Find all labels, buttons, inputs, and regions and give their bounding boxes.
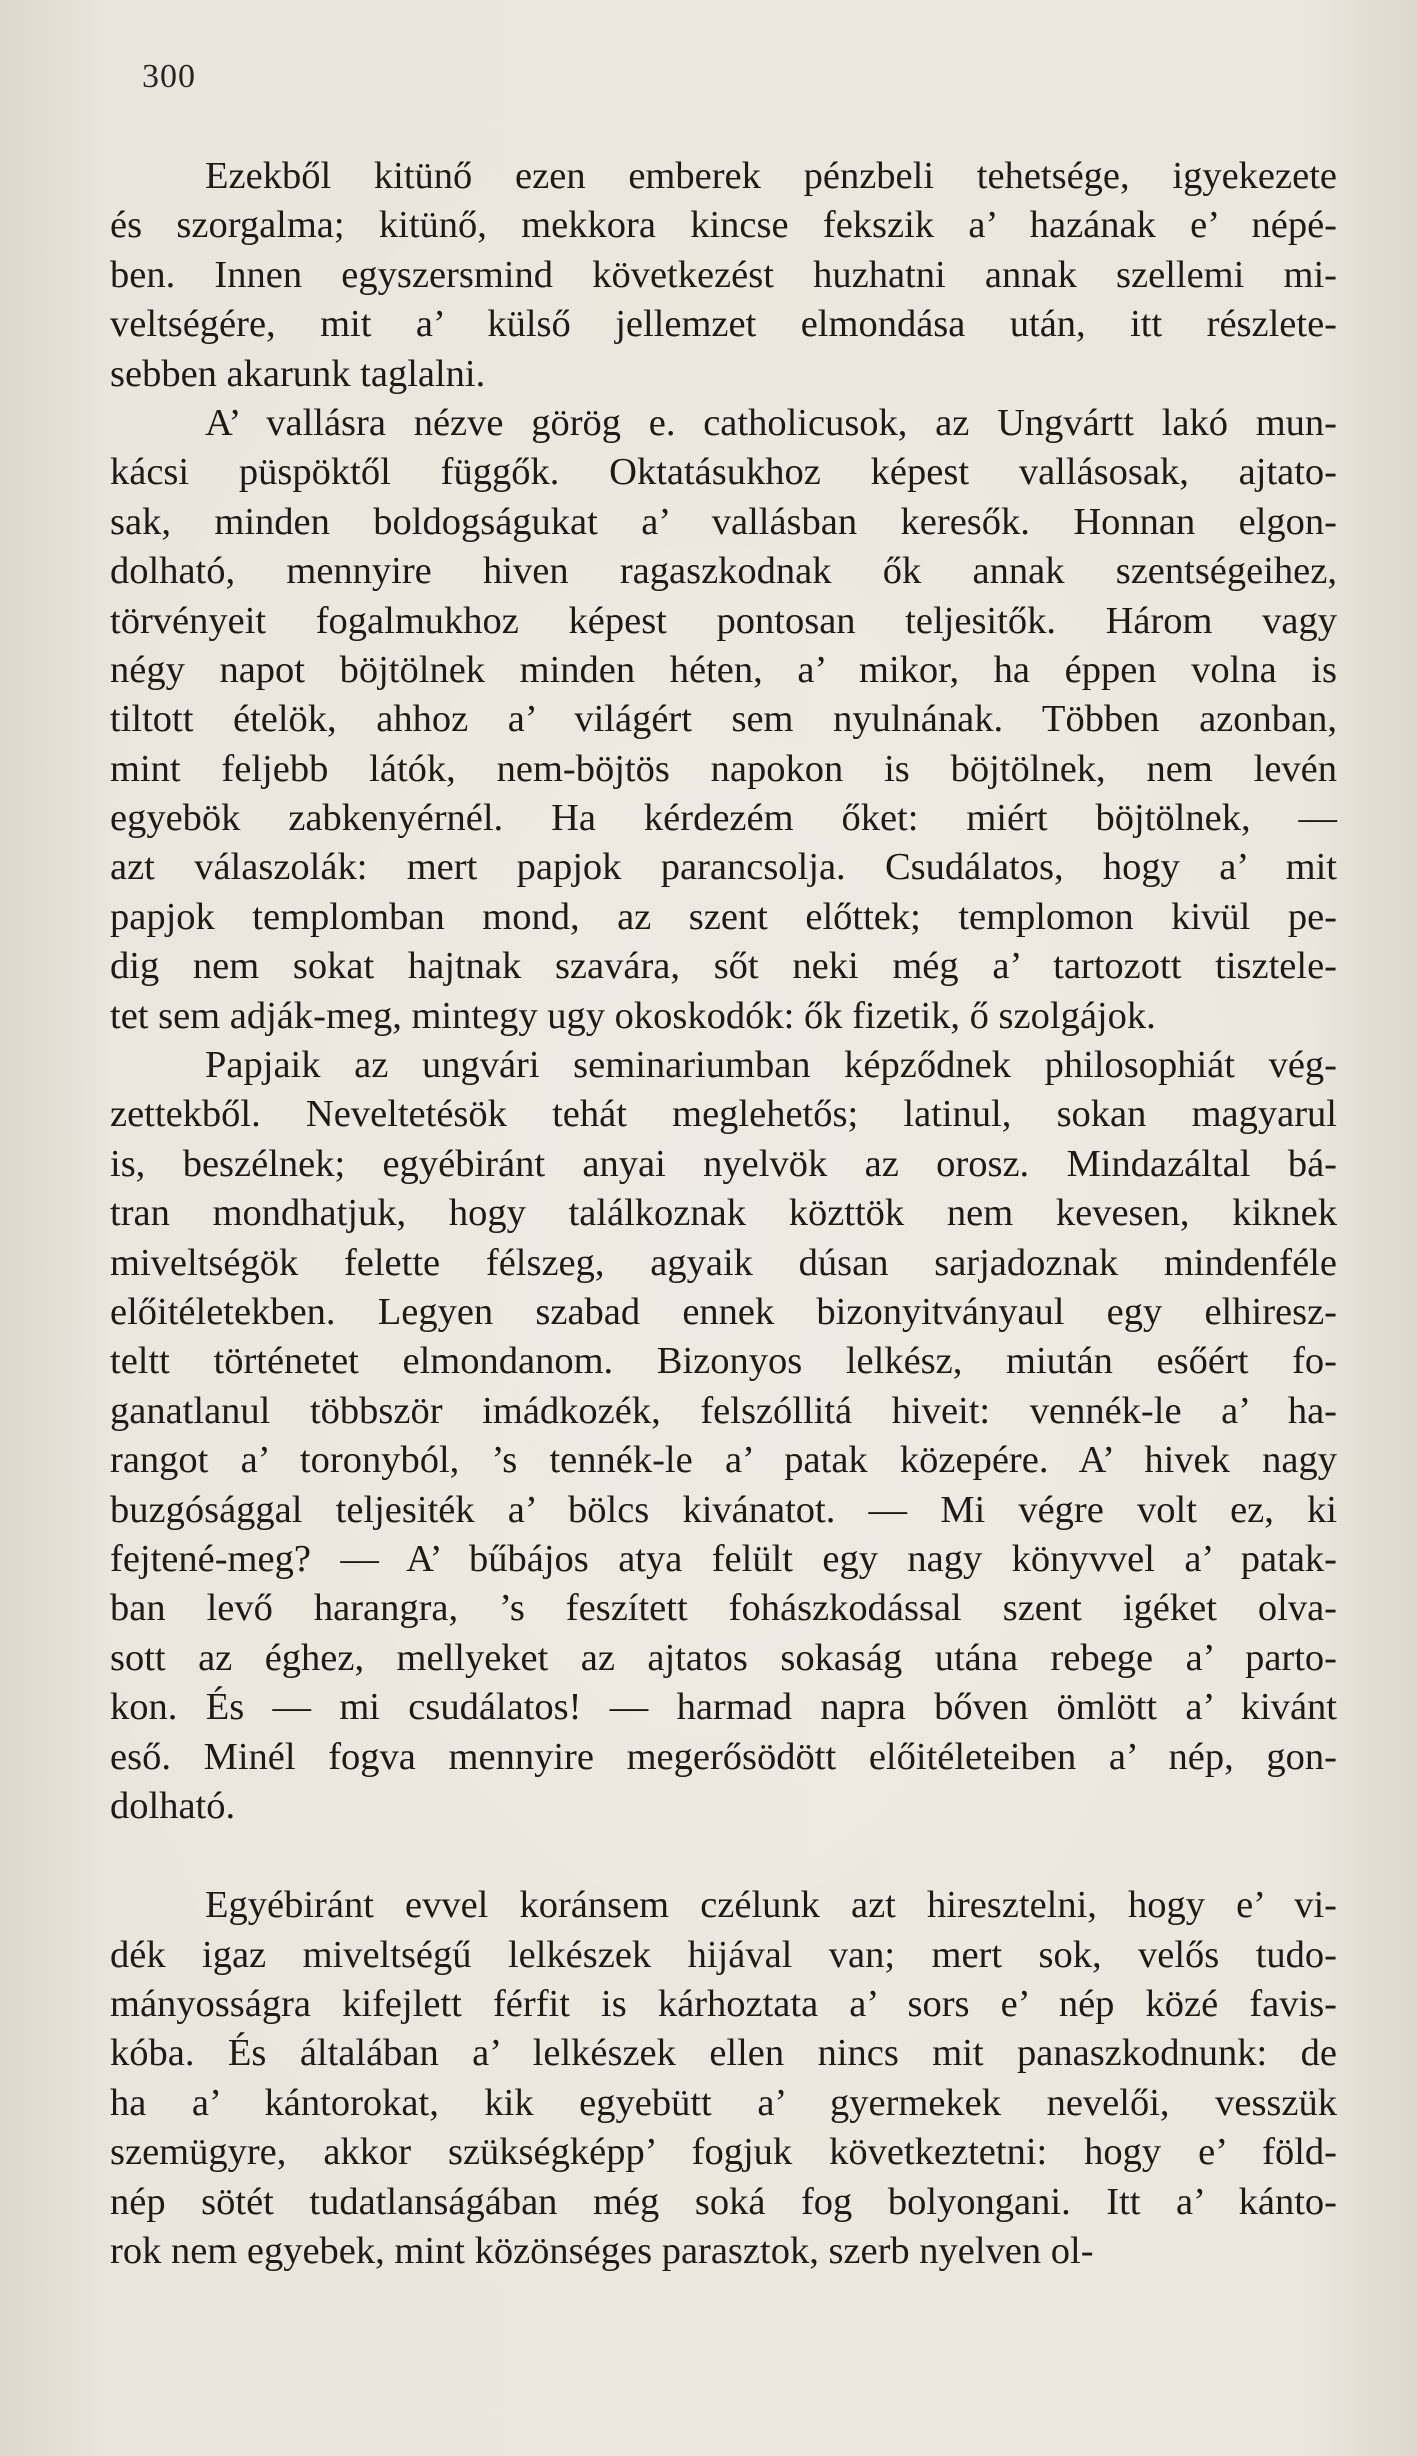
- text-line: buzgósággal teljesiték a’ bölcs kivánatot. — Mi végre volt ez, ki: [110, 1488, 1337, 1531]
- paragraph: [110, 152, 1337, 399]
- paragraph-gap: [110, 1831, 1337, 1881]
- text-line: miveltségök felette félszeg, agyaik dúsan sarjadoznak mindenféle: [110, 1241, 1337, 1284]
- text-line: is, beszélnek; egyébiránt anyai nyelvök az orosz. Mindazáltal bá-: [110, 1142, 1337, 1185]
- text-line: előitéletekben. Legyen szabad ennek bizonyitványaul egy elhiresz-: [110, 1290, 1337, 1333]
- text-line: tiltott ételök, ahhoz a’ világért sem nyulnának. Többen azonban,: [110, 698, 1337, 741]
- page-number: 300: [142, 58, 196, 95]
- text-line: rok nem egyebek, mint közönséges parasztok, szerb nyelven ol-: [110, 2230, 1094, 2273]
- text-line: mányosságra kifejlett férfit is kárhoztata a’ sors e’ nép közé favis-: [110, 1983, 1337, 2026]
- text-line: dolható, mennyire hiven ragaszkodnak ők annak szentségeihez,: [110, 550, 1337, 593]
- text-line: mint feljebb látók, nem-böjtös napokon is böjtölnek, nem levén: [110, 747, 1337, 790]
- text-line: törvényeit fogalmukhoz képest pontosan teljesitők. Három vagy: [110, 599, 1337, 642]
- text-line: ban levő harangra, ’s feszített fohászkodással szent igéket olva-: [110, 1587, 1337, 1630]
- text-line: és szorgalma; kitünő, mekkora kincse fekszik a’ hazának e’ népé-: [110, 204, 1337, 247]
- text-line: A’ vallásra nézve görög e. catholicusok, az Ungvártt lakó mun-: [205, 401, 1337, 444]
- text-line: ganatlanul többször imádkozék, felszóllitá hiveit: vennék-le a’ ha-: [110, 1389, 1337, 1432]
- text-line: veltségére, mit a’ külső jellemzet elmondása után, itt részlete-: [110, 303, 1337, 346]
- text-line: ha a’ kántorokat, kik egyebütt a’ gyermekek nevelői, vesszük: [110, 2081, 1337, 2124]
- text-line: Egyébiránt evvel koránsem czélunk azt hiresztelni, hogy e’ vi-: [205, 1884, 1337, 1927]
- text-line: rangot a’ toronyból, ’s tennék-le a’ patak közepére. A’ hivek nagy: [110, 1439, 1337, 1482]
- paragraph: [110, 1041, 1337, 1831]
- text-line: kóba. És általában a’ lelkészek ellen nincs mit panaszkodnunk: de: [110, 2032, 1337, 2075]
- paragraph: [110, 399, 1337, 1041]
- text-line: kácsi püspöktől függők. Oktatásukhoz képest vallásosak, ajtato-: [110, 451, 1337, 494]
- text-line: sak, minden boldogságukat a’ vallásban keresők. Honnan elgon-: [110, 500, 1337, 543]
- text-line: négy napot böjtölnek minden héten, a’ mikor, ha éppen volna is: [110, 648, 1337, 691]
- text-line: azt válaszolák: mert papjok parancsolja. Csudálatos, hogy a’ mit: [110, 846, 1337, 889]
- text-line: Papjaik az ungvári seminariumban képződnek philosophiát vég-: [205, 1044, 1337, 1087]
- text-line: ben. Innen egyszersmind következést huzhatni annak szellemi mi-: [110, 253, 1337, 296]
- text-line: szemügyre, akkor szükségképp’ fogjuk következtetni: hogy e’ föld-: [110, 2131, 1337, 2174]
- body-text: [110, 152, 1337, 2276]
- text-line: egyebök zabkenyérnél. Ha kérdezém őket: miért böjtölnek, —: [110, 797, 1337, 840]
- text-line: dék igaz miveltségű lelkészek hijával van; mert sok, velős tudo-: [110, 1933, 1337, 1976]
- text-line: sott az éghez, mellyeket az ajtatos sokaság utána rebege a’ parto-: [110, 1636, 1337, 1679]
- text-line: dolható.: [110, 1784, 236, 1827]
- text-line: tet sem adják-meg, mintegy ugy okoskodók: ők fizetik, ő szolgájok.: [110, 994, 1156, 1037]
- text-line: kon. És — mi csudálatos! — harmad napra bőven ömlött a’ kivánt: [110, 1686, 1337, 1729]
- text-line: nép sötét tudatlanságában még soká fog bolyongani. Itt a’ kánto-: [110, 2180, 1337, 2223]
- text-line: teltt történetet elmondanom. Bizonyos lelkész, miután esőért fo-: [110, 1340, 1337, 1383]
- text-line: Ezekből kitünő ezen emberek pénzbeli tehetsége, igyekezete: [205, 155, 1337, 197]
- text-line: dig nem sokat hajtnak szavára, sőt neki még a’ tartozott tisztele-: [110, 945, 1337, 988]
- text-line: eső. Minél fogva mennyire megerősödött előitéleteiben a’ nép, gon-: [110, 1735, 1337, 1778]
- text-line: tran mondhatjuk, hogy találkoznak közttök nem kevesen, kiknek: [110, 1192, 1337, 1235]
- text-line: fejtené-meg? — A’ bűbájos atya felült egy nagy könyvvel a’ patak-: [110, 1537, 1337, 1580]
- paragraph: [110, 1881, 1337, 2276]
- text-line: sebben akarunk taglalni.: [110, 352, 486, 395]
- text-line: zettekből. Neveltetésök tehát meglehetős; latinul, sokan magyarul: [110, 1093, 1337, 1136]
- text-line: papjok templomban mond, az szent előttek; templomon kivül pe-: [110, 895, 1337, 938]
